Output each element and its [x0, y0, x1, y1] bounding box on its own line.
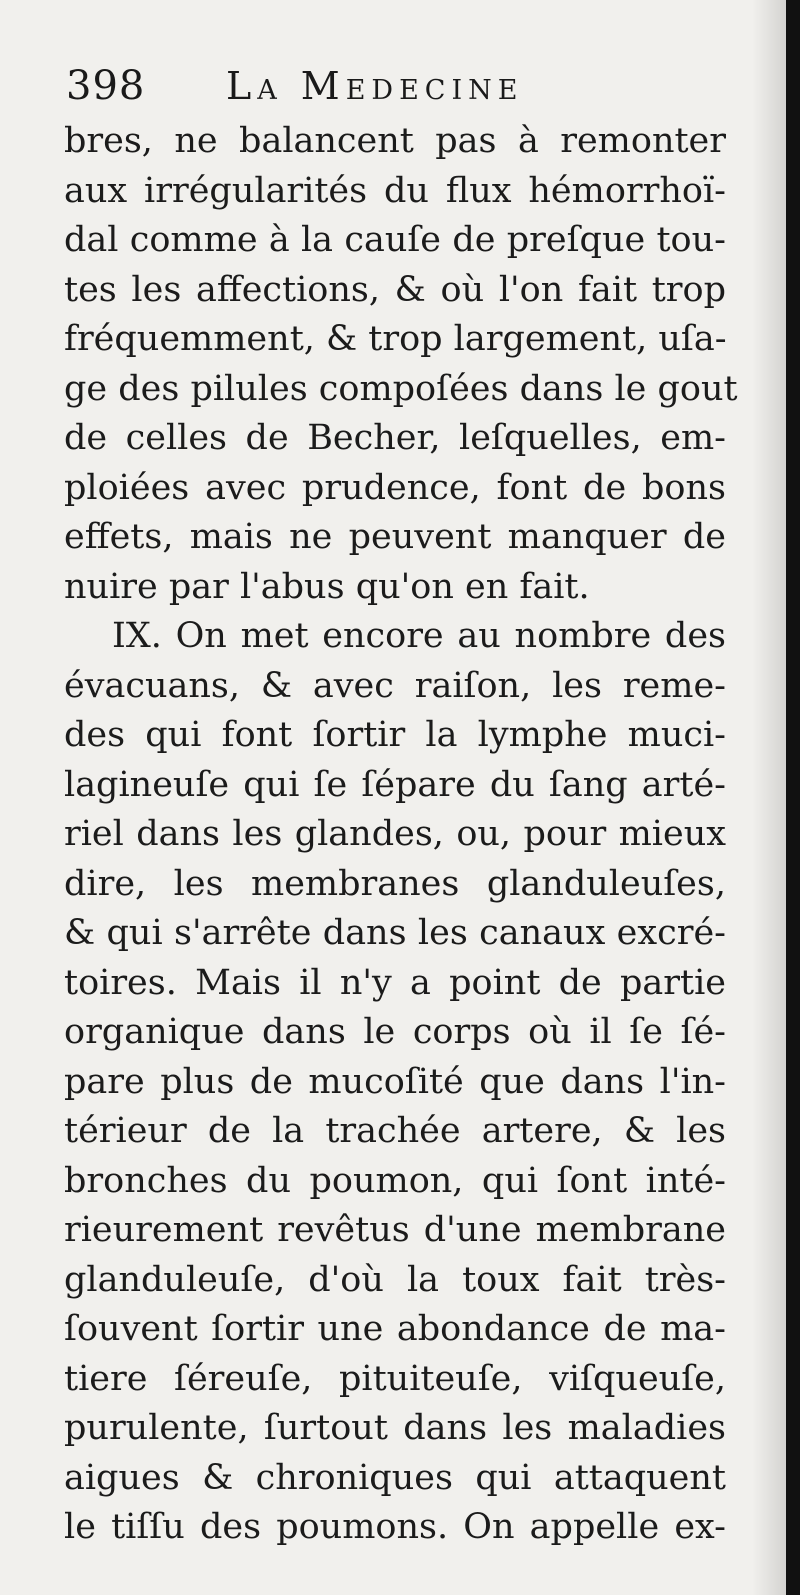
text-line: organique dans le corps où il ſe ſé-: [64, 1012, 726, 1052]
text-line: évacuans, & avec raiſon, les reme-: [64, 665, 726, 706]
text-line: nuire par l'abus qu'on en fait.: [64, 566, 590, 607]
text-line: toires. Mais il n'y a point de partie: [64, 962, 726, 1003]
text-line: de celles de Becher, leſquelles, em-: [64, 418, 726, 458]
text-line: effets, mais ne peuvent manquer de: [64, 517, 726, 557]
text-line: lagineuſe qui ſe ſépare du ſang arté-: [64, 764, 726, 805]
text-line: aux irrégularités du flux hémorrhoï-: [64, 170, 726, 211]
text-line: glanduleuſe, d'où la toux fait très-: [64, 1259, 726, 1300]
page-edge: [786, 0, 800, 1595]
text-line: rieurement revêtus d'une membrane: [64, 1210, 726, 1250]
text-line: fréquemment, & trop largement, uſa-: [64, 319, 727, 359]
text-line: térieur de la trachée artere, & les: [64, 1111, 726, 1151]
text-line: & qui s'arrête dans les canaux excré-: [64, 913, 726, 953]
text-line: dal comme à la cauſe de preſque tou-: [64, 220, 726, 260]
page-number: 398: [66, 63, 146, 109]
text-line: dire, les membranes glanduleuſes,: [64, 863, 726, 904]
paragraph-start-line: IX. On met encore au nombre des: [112, 616, 726, 656]
text-line: tes les affections, & où l'on fait trop: [64, 269, 726, 310]
page-header: [66, 58, 726, 114]
text-line: ploiées avec prudence, font de bons: [64, 467, 726, 508]
text-line: bres, ne balancent pas à remonter: [64, 121, 726, 161]
text-line: pare plus de mucoſité que dans l'in-: [64, 1061, 726, 1102]
text-line: aigues & chroniques qui attaquent: [64, 1457, 726, 1498]
text-line: ge des pilules compoſées dans le gout: [64, 368, 738, 409]
text-line: des qui font ſortir la lymphe muci-: [64, 715, 726, 755]
text-line: tiere ſéreuſe, pituiteuſe, viſqueuſe,: [64, 1358, 726, 1399]
text-line: ſouvent ſortir une abondance de ma-: [64, 1309, 726, 1349]
text-line: le tiſſu des poumons. On appelle ex-: [64, 1507, 726, 1547]
text-line: purulente, ſurtout dans les maladies: [64, 1408, 726, 1448]
body-text: [64, 117, 738, 1553]
text-line: riel dans les glandes, ou, pour mieux: [64, 814, 726, 854]
page-gutter-shadow: [752, 0, 786, 1595]
running-title: La Medecine: [226, 64, 524, 108]
text-line: bronches du poumon, qui ſont inté-: [64, 1160, 726, 1201]
